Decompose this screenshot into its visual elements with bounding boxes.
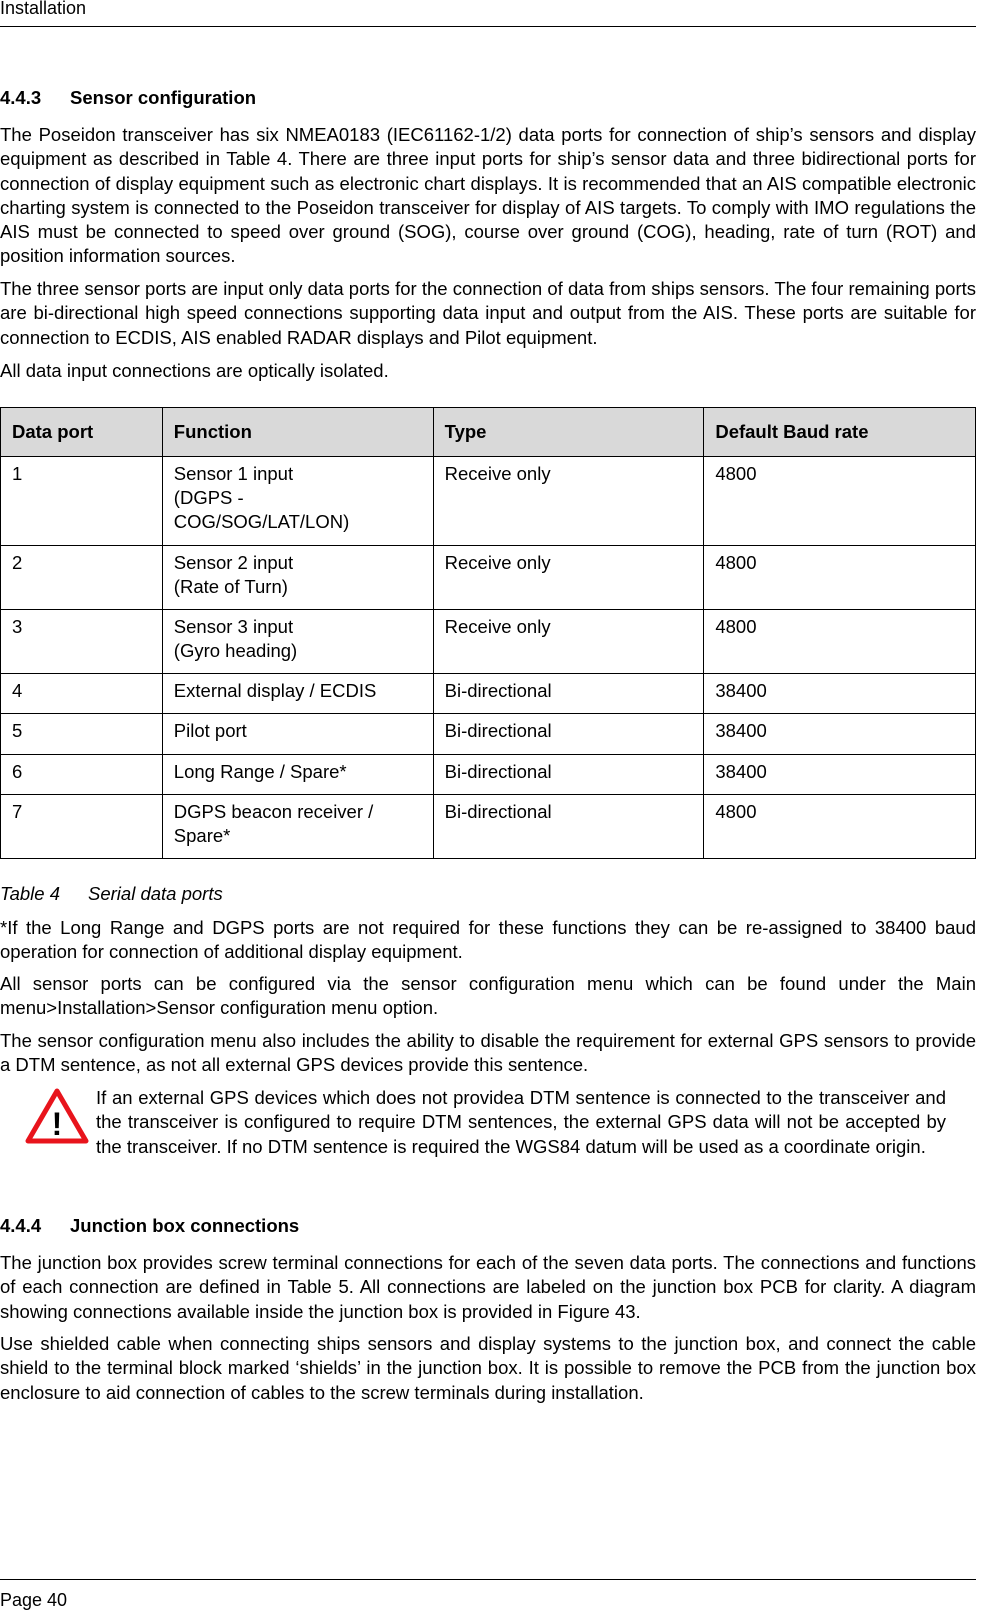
section-title: Junction box connections: [70, 1215, 300, 1236]
table-caption: [0, 883, 223, 905]
table-row: [1, 546, 976, 610]
type-cell: Receive only: [433, 546, 704, 610]
warning-text: If an external GPS devices which does not providea DTM sentence is connected to the transceiver and the transceiver is configured to require DTM sentences, the external GPS data will not be accepted by the transceiver. If no DTM sentence is required the WGS84 datum will be used as a coordinate origin.: [96, 1087, 946, 1157]
paragraph: The Poseidon transceiver has six NMEA0183 (IEC61162-1/2) data ports for connection of ship’s sensors and display equipment as described in Table 4. There are three input ports for ship’s sensor data and three bidirectional ports for connection of display equipment such as electronic chart displays. It is recommended that an AIS compatible electronic charting system is connected to the Poseidon transceiver for display of AIS targets. To comply with IMO regulations the AIS must be connected to speed over ground (SOG), course over ground (COG), heading, rate of turn (ROT) and position information sources.: [0, 124, 976, 267]
baud-cell: 4800: [704, 610, 976, 674]
paragraph: Use shielded cable when connecting ships sensors and display systems to the junction box, and connect the cable shield to the terminal block marked ‘shields’ in the junction box. It is possible to remove the PCB from the junction box enclosure to aid connection of cables to the screw terminals during installation.: [0, 1333, 976, 1403]
function-line: Spare*: [173, 825, 231, 846]
section-heading-4-4-4: [0, 1215, 299, 1237]
function-line: Long Range / Spare*: [173, 761, 347, 782]
section-number: 4.4.4: [0, 1215, 42, 1236]
paragraph: The sensor configuration menu also includes the ability to disable the requirement for external GPS sensors to provide a DTM sentence, as not all external GPS devices provide this sentence.: [0, 1030, 976, 1076]
section-heading-4-4-3: [0, 87, 256, 109]
table-row: [1, 674, 976, 714]
table-row: [1, 755, 976, 795]
function-line: External display / ECDIS: [173, 680, 377, 701]
page-number: Page 40: [0, 1590, 68, 1610]
paragraph: All sensor ports can be configured via the sensor configuration menu which can be found under the Main menu>Installation>Sensor configuration menu option.: [0, 973, 976, 1019]
section-title: Sensor configuration: [70, 87, 257, 108]
warning-symbol: !: [51, 1106, 63, 1142]
paragraph: The junction box provides screw terminal connections for each of the seven data ports. The connections and functions of each connection are defined in Table 5. All connections are labeled on the junction box PCB for clarity. A diagram showing connections available inside the junction box is provided in Figure 43.: [0, 1252, 976, 1322]
type-cell: Bi-directional: [433, 795, 704, 859]
function-cell: [162, 755, 433, 795]
column-header: Data port: [1, 408, 163, 457]
function-cell: [162, 610, 433, 674]
table-row: [1, 714, 976, 755]
type-cell: Bi-directional: [433, 755, 704, 795]
function-cell: [162, 457, 433, 546]
baud-cell: 38400: [704, 755, 976, 795]
caption-number: Table 4: [0, 883, 61, 904]
function-cell: [162, 674, 433, 714]
running-header: Installation: [0, 0, 87, 18]
function-line: (Gyro heading): [173, 640, 298, 661]
paragraph: The three sensor ports are input only data ports for the connection of data from ships sensors. The four remaining ports are bi-directional high speed connections supporting data input and output from the AIS. These ports are suitable for connection to ECDIS, AIS enabled RADAR displays and Pilot equipment.: [0, 278, 976, 348]
type-cell: Bi-directional: [433, 674, 704, 714]
column-header: Type: [433, 408, 704, 457]
warning-icon: [25, 1088, 89, 1144]
table-header-row: [1, 408, 976, 457]
type-cell: Bi-directional: [433, 714, 704, 755]
table-row: [1, 795, 976, 859]
port-cell: 7: [1, 795, 163, 859]
baud-cell: 38400: [704, 674, 976, 714]
function-line: Pilot port: [173, 720, 247, 741]
function-line: DGPS beacon receiver /: [173, 801, 374, 822]
baud-cell: 4800: [704, 546, 976, 610]
function-line: (DGPS -: [173, 487, 244, 508]
type-cell: Receive only: [433, 610, 704, 674]
port-cell: 1: [1, 457, 163, 546]
port-cell: 4: [1, 674, 163, 714]
column-header: Default Baud rate: [704, 408, 976, 457]
function-cell: [162, 795, 433, 859]
function-line: COG/SOG/LAT/LON): [173, 511, 350, 532]
function-cell: [162, 546, 433, 610]
port-cell: 5: [1, 714, 163, 755]
header-rule: [0, 26, 976, 27]
serial-data-ports-table: [0, 407, 976, 859]
function-cell: [162, 714, 433, 755]
footnote-paragraph: *If the Long Range and DGPS ports are not required for these functions they can be re-assigned to 38400 baud operation for connection of additional display equipment.: [0, 917, 976, 963]
port-cell: 6: [1, 755, 163, 795]
baud-cell: 4800: [704, 795, 976, 859]
baud-cell: 38400: [704, 714, 976, 755]
function-line: Sensor 1 input: [173, 463, 294, 484]
type-cell: Receive only: [433, 457, 704, 546]
column-header: Function: [162, 408, 433, 457]
section-number: 4.4.3: [0, 87, 42, 108]
table-row: [1, 610, 976, 674]
port-cell: 2: [1, 546, 163, 610]
caption-text: Serial data ports: [88, 883, 223, 904]
footer-rule: [0, 1579, 976, 1580]
function-line: (Rate of Turn): [173, 576, 288, 597]
paragraph: All data input connections are optically isolated.: [0, 360, 389, 381]
function-line: Sensor 2 input: [173, 552, 294, 573]
port-cell: 3: [1, 610, 163, 674]
table-row: [1, 457, 976, 546]
function-line: Sensor 3 input: [173, 616, 294, 637]
baud-cell: 4800: [704, 457, 976, 546]
